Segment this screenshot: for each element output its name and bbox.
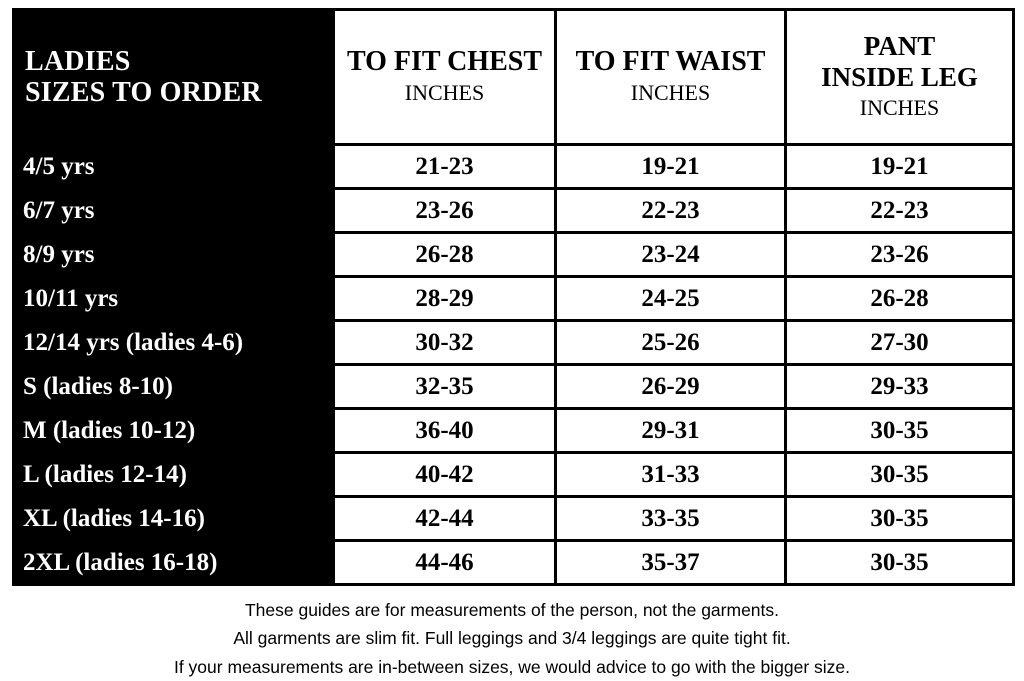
table-row [14, 277, 1014, 321]
row-inside-leg-value: 27-30 [786, 321, 1014, 365]
column-header-sizes-line2: SIZES TO ORDER [25, 77, 262, 108]
row-inside-leg-value: 30-35 [786, 453, 1014, 497]
row-chest-value: 30-32 [334, 321, 556, 365]
row-inside-leg-value: 26-28 [786, 277, 1014, 321]
row-label: XL (ladies 14-16) [14, 497, 334, 541]
row-label: L (ladies 12-14) [14, 453, 334, 497]
table-row [14, 497, 1014, 541]
row-label: 10/11 yrs [14, 277, 334, 321]
row-inside-leg-value: 29-33 [786, 365, 1014, 409]
row-chest-value: 32-35 [334, 365, 556, 409]
row-chest-value: 21-23 [334, 145, 556, 189]
column-header-waist-title: TO FIT WAIST [575, 46, 766, 78]
row-chest-value: 28-29 [334, 277, 556, 321]
row-chest-value: 44-46 [334, 541, 556, 585]
footer-note-3: If your measurements are in-between sizes, we would advice to go with the bigger size. [173, 656, 851, 677]
row-label: 4/5 yrs [14, 145, 334, 189]
column-header-chest-title: TO FIT CHEST [346, 46, 543, 78]
row-label: 8/9 yrs [14, 233, 334, 277]
size-chart-document [0, 8, 1024, 677]
row-waist-value: 25-26 [556, 321, 786, 365]
row-waist-value: 19-21 [556, 145, 786, 189]
row-inside-leg-value: 23-26 [786, 233, 1014, 277]
row-waist-value: 29-31 [556, 409, 786, 453]
row-chest-value: 42-44 [334, 497, 556, 541]
table-header-row [14, 10, 1014, 145]
row-inside-leg-value: 30-35 [786, 409, 1014, 453]
row-waist-value: 23-24 [556, 233, 786, 277]
row-label: 2XL (ladies 16-18) [14, 541, 334, 585]
footer-notes [0, 596, 1024, 681]
table-body [14, 145, 1014, 585]
table-row [14, 189, 1014, 233]
column-header-inside-leg-units: INCHES [859, 94, 940, 120]
column-header-chest-units: INCHES [404, 80, 485, 106]
footer-note-2: All garments are slim fit. Full leggings and 3/4 leggings are quite tight fit. [233, 628, 791, 649]
column-header-inside-leg-title-line2: INSIDE LEG [821, 61, 978, 92]
table-row [14, 541, 1014, 585]
size-chart-table [12, 8, 1015, 586]
table-header [14, 10, 1014, 145]
table-row [14, 409, 1014, 453]
row-waist-value: 31-33 [556, 453, 786, 497]
column-header-waist [556, 10, 786, 145]
row-label: 6/7 yrs [14, 189, 334, 233]
row-chest-value: 36-40 [334, 409, 556, 453]
column-header-inside-leg-title-line1: PANT [863, 31, 936, 62]
row-label: S (ladies 8-10) [14, 365, 334, 409]
table-row [14, 233, 1014, 277]
table-row [14, 145, 1014, 189]
row-waist-value: 24-25 [556, 277, 786, 321]
row-inside-leg-value: 19-21 [786, 145, 1014, 189]
row-waist-value: 35-37 [556, 541, 786, 585]
row-inside-leg-value: 22-23 [786, 189, 1014, 233]
row-chest-value: 40-42 [334, 453, 556, 497]
row-label: 12/14 yrs (ladies 4-6) [14, 321, 334, 365]
table-row [14, 321, 1014, 365]
column-header-inside-leg [786, 10, 1014, 145]
row-waist-value: 22-23 [556, 189, 786, 233]
row-waist-value: 33-35 [556, 497, 786, 541]
table-row [14, 453, 1014, 497]
column-header-chest [334, 10, 556, 145]
footer-note-1: These guides are for measurements of the person, not the garments. [244, 600, 780, 620]
column-header-waist-units: INCHES [630, 80, 711, 106]
row-label: M (ladies 10-12) [14, 409, 334, 453]
row-chest-value: 23-26 [334, 189, 556, 233]
row-inside-leg-value: 30-35 [786, 541, 1014, 585]
column-header-sizes-line1: LADIES [25, 45, 131, 77]
row-chest-value: 26-28 [334, 233, 556, 277]
row-waist-value: 26-29 [556, 365, 786, 409]
column-header-sizes [14, 10, 334, 145]
row-inside-leg-value: 30-35 [786, 497, 1014, 541]
table-row [14, 365, 1014, 409]
